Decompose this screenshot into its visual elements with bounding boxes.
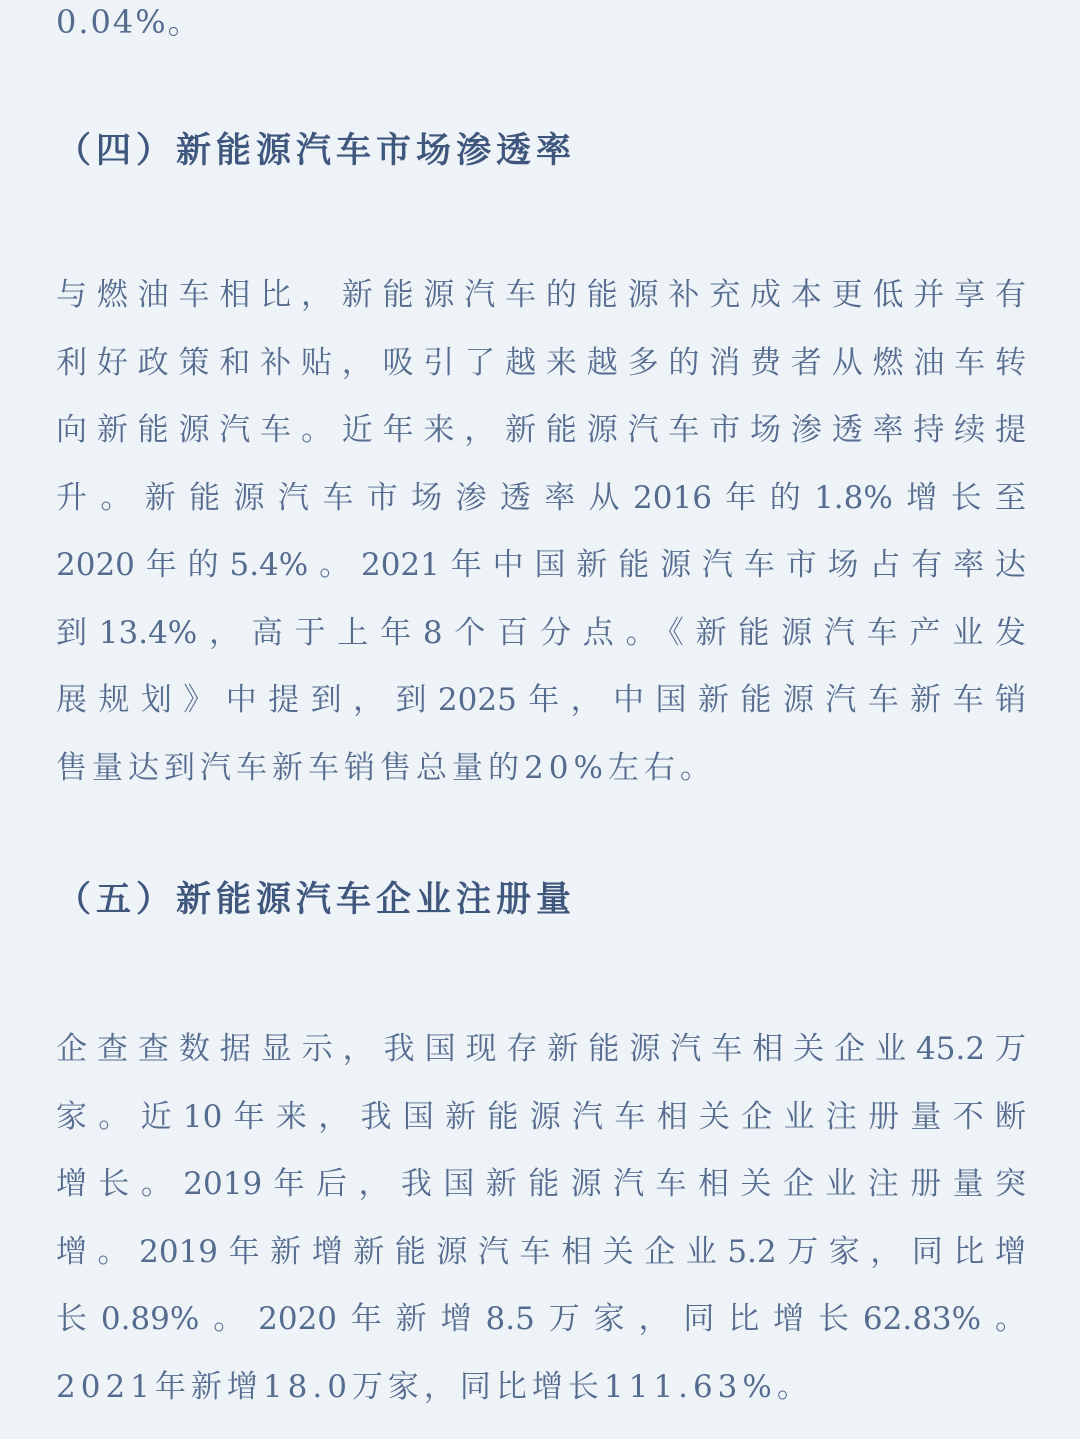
paragraph-line: 增长。2019年后，我国新能源汽车相关企业注册量突 [56,1166,1026,1202]
paragraph-line: 到13.4%，高于上年8个百分点。《新能源汽车产业发 [56,614,1026,651]
paragraph-penetration-rate [56,262,1026,802]
paragraph-line: 2021年新增18.0万家，同比增长111.63%。 [56,1368,813,1405]
paragraph-line: 向新能源汽车。近年来，新能源汽车市场渗透率持续提 [56,412,1026,448]
paragraph-line: 与燃油车相比，新能源汽车的能源补充成本更低并享有 [56,277,1026,313]
previous-paragraph-fragment: 0.04%。 [56,3,202,41]
section-heading-penetration-rate: （四）新能源汽车市场渗透率 [56,130,577,171]
paragraph-line: 企查查数据显示，我国现存新能源汽车相关企业45.2万 [56,1031,1026,1067]
paragraph-enterprise-registrations [56,1016,1026,1421]
paragraph-line: 升。新能源汽车市场渗透率从2016年的1.8%增长至 [56,479,1026,516]
paragraph-line: 展规划》中提到，到2025年，中国新能源汽车新车销 [56,682,1026,718]
paragraph-line: 售量达到汽车新车销售总量的20%左右。 [56,749,716,786]
paragraph-line: 长0.89%。2020年新增8.5万家，同比增长62.83%。 [56,1301,1026,1337]
paragraph-line: 利好政策和补贴，吸引了越来越多的消费者从燃油车转 [56,344,1026,381]
paragraph-line: 增。2019年新增新能源汽车相关企业5.2万家，同比增 [56,1233,1026,1270]
section-heading-enterprise-registrations: （五）新能源汽车企业注册量 [56,879,577,920]
paragraph-line: 家。近10年来，我国新能源汽车相关企业注册量不断 [56,1098,1026,1135]
paragraph-line: 2020年的5.4%。2021年中国新能源汽车市场占有率达 [56,547,1026,583]
